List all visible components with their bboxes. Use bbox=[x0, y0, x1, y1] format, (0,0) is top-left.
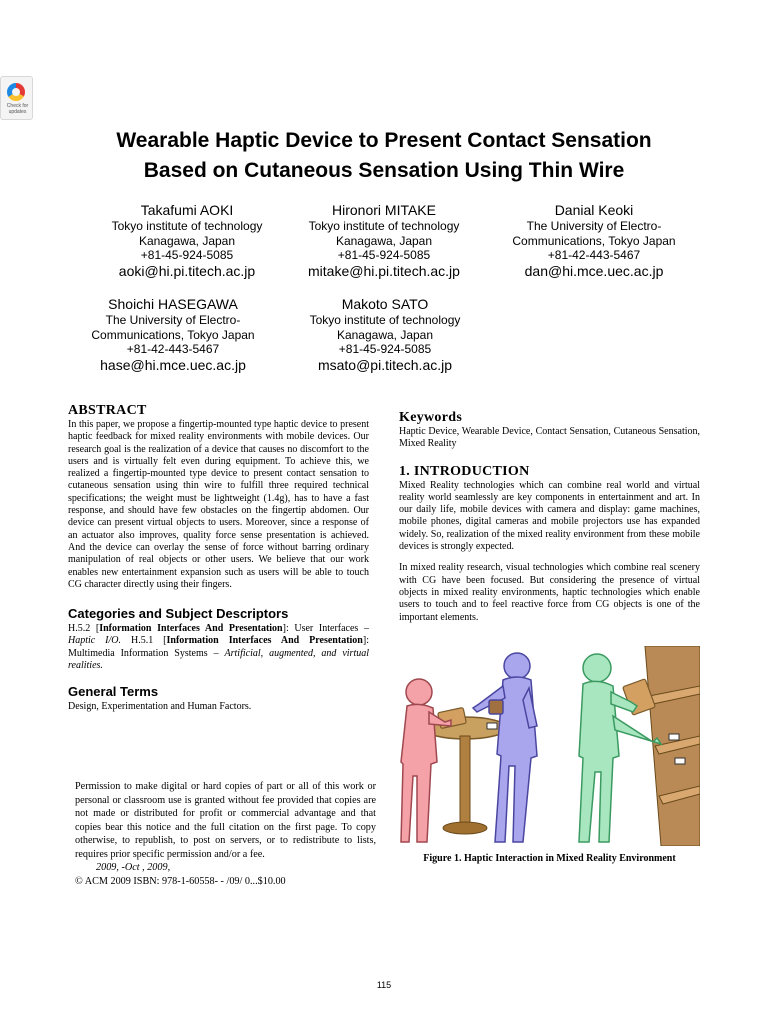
author-email: aoki@hi.pi.titech.ac.jp bbox=[118, 262, 256, 279]
author-name: Danial Keoki bbox=[554, 202, 634, 218]
permission-block bbox=[75, 780, 376, 888]
pink-person bbox=[401, 679, 451, 842]
introduction-heading: 1. INTRODUCTION bbox=[399, 463, 530, 479]
conference-date-line: 2009, -Oct , 2009, bbox=[96, 862, 171, 873]
abstract-heading: ABSTRACT bbox=[68, 403, 147, 418]
author-name: Takafumi AOKI bbox=[140, 202, 234, 218]
author-location: Kanagawa, Japan bbox=[335, 233, 433, 248]
author-phone: +81-45-924-5085 bbox=[338, 342, 432, 356]
right-column bbox=[399, 410, 700, 633]
abstract-text: In this paper, we propose a fingertip-mounted type haptic device to present haptic feedback for mixed reality environments with mobile devices. Our research goal is the realization of a device that causes no discomfort to the users and is virtually felt even during equipment. To achieve this, we realized a fingertip-mounted type device to present contact sensation to cutaneous sensation using thin wire to fulfill three required technical specifications; the weight must be lightweight (1.4g), has to have a fast response, and should have few obstacles on the fingertip abdomen. Our device can present virtual objects to users. Moreover, since a response of an actuator also improves, quality force sense presentation is achieved. And the device can overlay the sense of force without barring ordinary manipulation of real objects or other users. We believe that our work enables new entertainment expansion such as users will be able to touch CG character directly using their fingers. bbox=[68, 419, 369, 590]
keywords-text: Haptic Device, Wearable Device, Contact Sensation, Cutaneous Sensation, Mixed Reality bbox=[399, 426, 700, 450]
author-phone: +81-42-443-5467 bbox=[547, 248, 641, 262]
general-terms-text: Design, Experimentation and Human Factors. bbox=[68, 701, 252, 713]
author-location: Communications, Tokyo Japan bbox=[512, 233, 676, 248]
title-line-1: Wearable Haptic Device to Present Contact Sensation bbox=[116, 129, 652, 152]
author-name: Hironori MITAKE bbox=[332, 202, 436, 218]
left-column bbox=[68, 403, 369, 714]
author-block bbox=[78, 296, 268, 374]
author-email: dan@hi.mce.uec.ac.jp bbox=[524, 262, 664, 279]
author-affiliation: Tokyo institute of technology bbox=[111, 219, 263, 233]
figure-caption: Figure 1. Haptic Interaction in Mixed Reality Environment bbox=[423, 853, 676, 864]
table-leg bbox=[460, 736, 470, 824]
general-terms-heading: General Terms bbox=[68, 684, 159, 700]
author-name: Shoichi HASEGAWA bbox=[108, 296, 238, 312]
author-location: Communications, Tokyo Japan bbox=[91, 327, 255, 342]
author-phone: +81-45-924-5085 bbox=[140, 248, 234, 262]
page-number: 115 bbox=[376, 980, 392, 990]
author-location: Kanagawa, Japan bbox=[138, 233, 236, 248]
cup bbox=[675, 758, 685, 764]
keywords-heading: Keywords bbox=[399, 410, 463, 425]
author-email: mitake@hi.pi.titech.ac.jp bbox=[308, 262, 460, 279]
author-name: Makoto SATO bbox=[341, 296, 429, 312]
title-line-2: Based on Cutaneous Sensation Using Thin Wire bbox=[143, 159, 625, 182]
cup bbox=[669, 734, 679, 740]
badge-label: Check for updates bbox=[6, 103, 29, 115]
author-affiliation: The University of Electro- bbox=[526, 219, 662, 233]
author-email: msato@pi.titech.ac.jp bbox=[317, 356, 453, 373]
blue-person bbox=[473, 653, 537, 842]
categories-heading: Categories and Subject Descriptors bbox=[68, 606, 289, 622]
author-affiliation: Tokyo institute of technology bbox=[308, 219, 460, 233]
copyright-line: © ACM 2009 ISBN: 978-1-60558- - /09/ 0...$10.00 bbox=[75, 875, 286, 887]
permission-text: Permission to make digital or hard copies of part or all of this work or personal or classroom use is granted without fee provided that copies are not made or distributed for profit or commercial advantage and that copies bear this notice and the full citation on the first page. To copy otherwise, to republish, to post on servers, or to redistribute to lists, requires prior specific permission and/or a fee. bbox=[75, 781, 376, 860]
left-scene bbox=[401, 653, 537, 842]
figure-illustration bbox=[399, 646, 700, 846]
author-email: hase@hi.mce.uec.ac.jp bbox=[100, 356, 246, 373]
author-phone: +81-42-443-5467 bbox=[126, 342, 220, 356]
intro-paragraph-1: Mixed Reality technologies which can combine real world and virtual reality world seamlessly are key components in entertainment and art. In our daily life, mobile devices with camera and display: game machines, mobile phones, digital cameras and mobile projectors use has expanded widely. So, realization of the mixed reality environment from these mobile devices is strongly expected. bbox=[399, 479, 700, 553]
author-location: Kanagawa, Japan bbox=[336, 327, 434, 342]
author-block bbox=[290, 296, 480, 374]
cup bbox=[487, 723, 497, 729]
paper-title bbox=[70, 126, 698, 186]
intro-paragraph-2: In mixed reality research, visual technologies which combine real scenery with CG have been focused. But considering the presence of virtual objects in mixed reality environments, haptic technologies which enable users to touch and to feel reactive force from CG objects is one of the important elements. bbox=[399, 562, 700, 623]
author-affiliation: Tokyo institute of technology bbox=[309, 313, 461, 327]
figure-1 bbox=[399, 646, 700, 846]
author-block bbox=[289, 202, 479, 280]
categories-text: H.5.2 [Information Interfaces And Presentation]: User Interfaces – Haptic I/O. H.5.1 [Information Interfaces And Presentation]: Multimedia Information Systems – Artificial, augmented, and virtual realities. bbox=[68, 623, 370, 672]
author-phone: +81-45-924-5085 bbox=[337, 248, 431, 262]
check-for-updates-badge[interactable] bbox=[0, 76, 33, 120]
table-base bbox=[443, 822, 487, 834]
author-affiliation: The University of Electro- bbox=[105, 313, 241, 327]
author-block bbox=[499, 202, 689, 280]
introduction-body bbox=[399, 480, 700, 624]
crossmark-icon bbox=[7, 83, 25, 101]
author-block bbox=[92, 202, 282, 280]
right-scene bbox=[575, 646, 700, 846]
